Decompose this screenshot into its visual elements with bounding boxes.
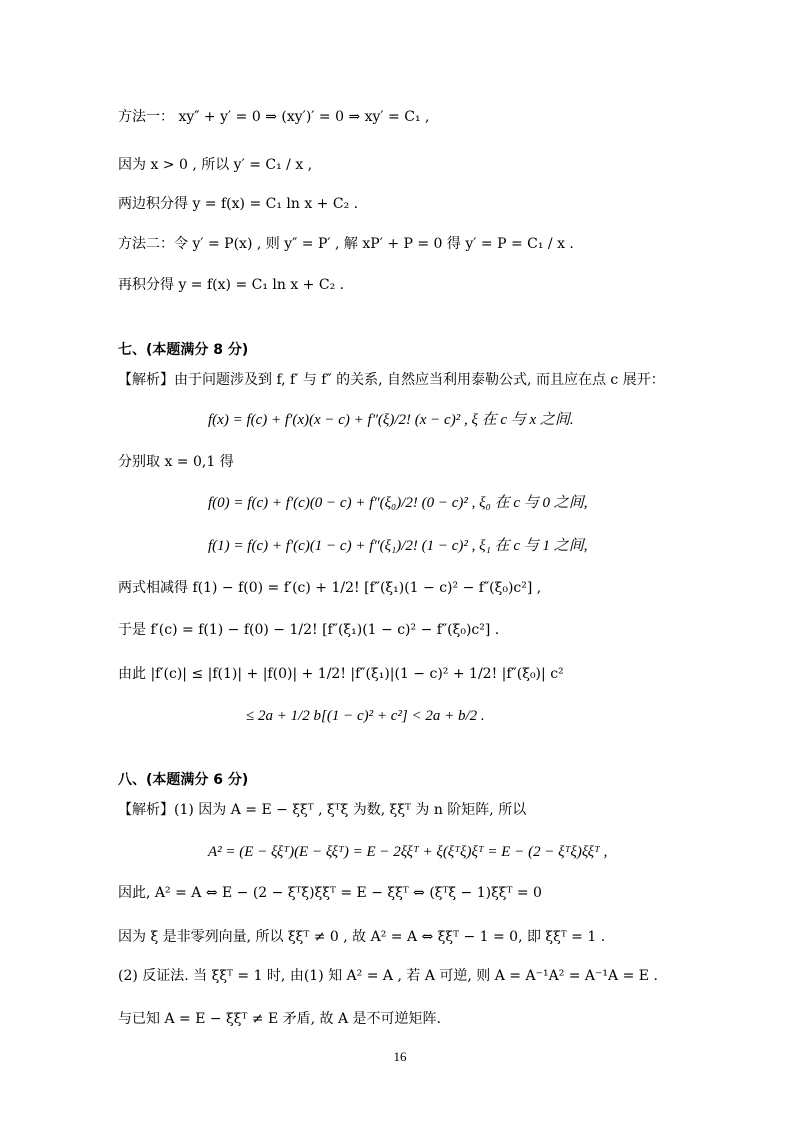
line-20: 因为 ξ 是非零列向量, 所以 ξξᵀ ≠ 0 , 故 A² = A ⇔ ξξᵀ − 1 = 0, 即 ξξᵀ = 1 . (118, 929, 606, 945)
equation-taylor: f(x) = f(c) + f′(x)(x − c) + f″(ξ)/2! (x − c)² , ξ 在 c 与 x 之间. (208, 412, 574, 428)
equation-a-squared: A² = (E − ξξᵀ)(E − ξξᵀ) = E − 2ξξᵀ + ξ(ξᵀξ)ξᵀ = E − (2 − ξᵀξ)ξξᵀ , (208, 844, 608, 860)
line-22: 与已知 A = E − ξξᵀ ≠ E 矛盾, 故 A 是不可逆矩阵. (118, 1011, 442, 1027)
line-5: 再积分得 y = f(x) = C₁ ln x + C₂ . (118, 277, 345, 293)
line-19: 因此, A² = A ⇔ E − (2 − ξᵀξ)ξξᵀ = E − ξξᵀ ⇔ (ξᵀξ − 1)ξξᵀ = 0 (118, 885, 542, 901)
page-number: 16 (393, 1049, 407, 1064)
line-1: 方法一： xy″ + y′ = 0 ⇒ (xy′)′ = 0 ⇒ xy′ = C₁ , (118, 109, 430, 125)
line-12: 两式相减得 f(1) − f(0) = f′(c) + 1/2! [f″(ξ₁)(1 − c)² − f″(ξ₀)c²] , (118, 580, 542, 596)
line-9: 分别取 x = 0,1 得 (118, 454, 234, 470)
section-heading-7: 七、(本题满分 8 分) (118, 342, 249, 358)
line-14: 由此 |f′(c)| ≤ |f(1)| + |f(0)| + 1/2! |f″(ξ₁)|(1 − c)² + 1/2! |f″(ξ₀)| c² (118, 666, 564, 682)
line-4: 方法二：令 y′ = P(x) , 则 y″ = P′ , 解 xP′ + P = 0 得 y′ = P = C₁ / x . (118, 236, 574, 252)
section-heading-8: 八、(本题满分 6 分) (118, 772, 249, 788)
line-17: 【解析】(1) 因为 A = E − ξξᵀ , ξᵀξ 为数, ξξᵀ 为 n 阶矩阵, 所以 (118, 802, 527, 818)
equation-f1: f(1) = f(c) + f′(c)(1 − c) + f″(ξ₁)/2! (1 − c)² , ξ₁ 在 c 与 1 之间, (208, 538, 588, 554)
line-7: 【解析】由于问题涉及到 f, f′ 与 f″ 的关系, 自然应当利用泰勒公式, 而且应在点 c 展开： (118, 372, 665, 388)
line-2: 因为 x > 0 , 所以 y′ = C₁ / x , (118, 157, 313, 173)
line-3: 两边积分得 y = f(x) = C₁ ln x + C₂ . (118, 196, 359, 212)
equation-bound: ≤ 2a + 1/2 b[(1 − c)² + c²] < 2a + b/2 . (246, 708, 485, 724)
line-13: 于是 f′(c) = f(1) − f(0) − 1/2! [f″(ξ₁)(1 − c)² − f″(ξ₀)c²] . (118, 622, 500, 638)
equation-f0: f(0) = f(c) + f′(c)(0 − c) + f″(ξ₀)/2! (0 − c)² , ξ₀ 在 c 与 0 之间, (208, 495, 588, 511)
line-21: (2) 反证法. 当 ξξᵀ = 1 时, 由(1) 知 A² = A , 若 A 可逆, 则 A = A⁻¹A² = A⁻¹A = E . (118, 968, 658, 984)
